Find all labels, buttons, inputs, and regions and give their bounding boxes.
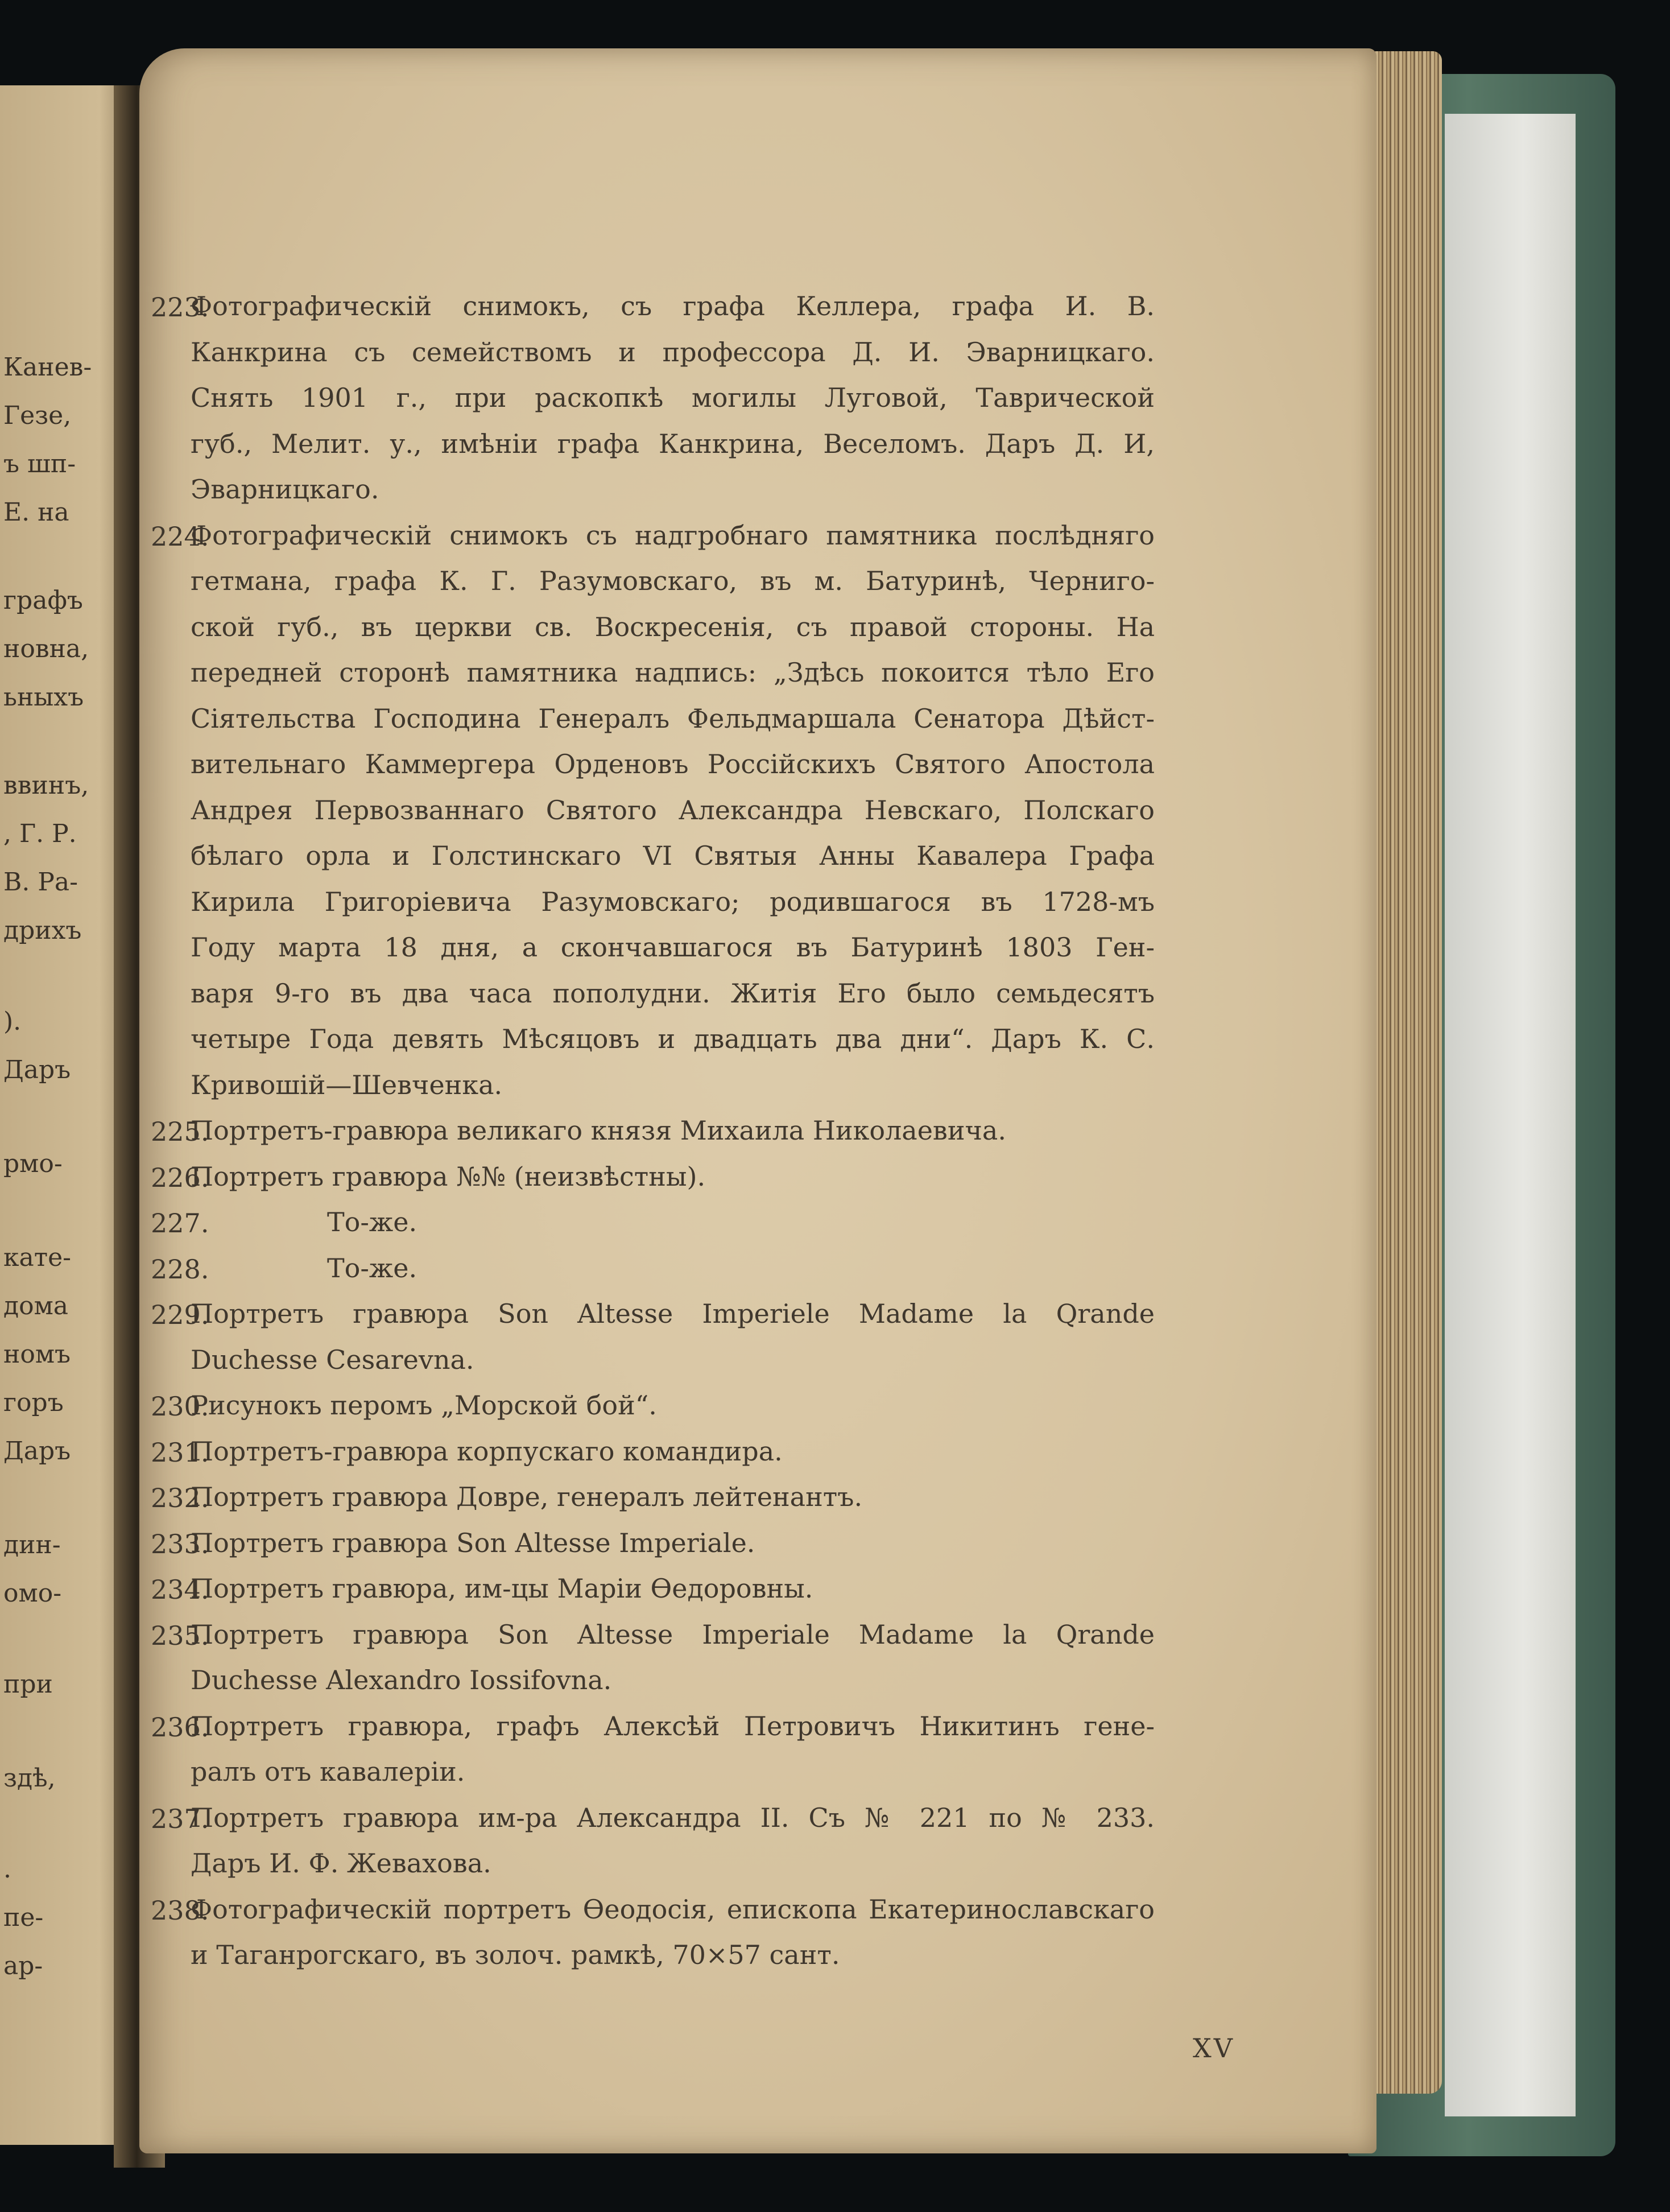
entry-line: Duchesse Cesarevna. xyxy=(191,1344,474,1375)
entry-number: 236 . xyxy=(151,1712,196,1743)
entry-number: 223 . xyxy=(151,292,196,323)
left-page-fragment: Е. на xyxy=(3,498,69,527)
entry-line: То-же. xyxy=(327,1252,418,1284)
entry-line: Снять 1901 г., при раскопкѣ могилы Луговой, Таврической xyxy=(191,382,1155,413)
entry-line: Кривошій—Шевченка. xyxy=(191,1069,503,1100)
left-page-fragment: ). xyxy=(3,1007,22,1036)
left-page-fragment: при xyxy=(3,1670,53,1699)
left-page-fragment: В. Ра- xyxy=(3,868,78,897)
entry-line: Портретъ гравюра Son Altesse Imperiale. xyxy=(191,1527,755,1558)
entry-line: ской губ., въ церкви св. Воскресенія, съ правой стороны. На xyxy=(191,611,1155,642)
left-page-fragment: графъ xyxy=(3,586,83,615)
entry-number: 224 . xyxy=(151,521,196,552)
entry-number: 226 . xyxy=(151,1162,196,1193)
entry-line: Андрея Первозваннаго Святого Александра Невскаго, Полскаго xyxy=(191,794,1155,826)
left-page-fragment: ъ шп- xyxy=(3,449,76,478)
entry-line: варя 9-го въ два часа пополудни. Житія Его было семьдесятъ xyxy=(191,977,1155,1009)
left-page-fragment: ар- xyxy=(3,1951,43,1980)
left-page-fragment: кате- xyxy=(3,1243,71,1272)
entry-line: Даръ И. Ф. Жевахова. xyxy=(191,1848,491,1879)
entry-number: 231 . xyxy=(151,1437,196,1468)
inserted-sheet xyxy=(1445,114,1576,2116)
left-page-fragment: Даръ xyxy=(3,1055,71,1084)
entry-line: Эварницкаго. xyxy=(191,474,379,505)
entry-line: Портретъ гравюра Довре, генералъ лейтенантъ. xyxy=(191,1481,863,1512)
entry-line: Канкрина съ семействомъ и профессора Д. И. Эварницкаго. xyxy=(191,336,1155,368)
entry-line: четыре Года девять Мѣсяцовъ и двадцать два дни“. Даръ К. С. xyxy=(191,1024,1155,1054)
left-page-fragment: дин- xyxy=(3,1530,61,1559)
entry-line: Портретъ гравюра Son Altesse Imperiale Madame la Qrande xyxy=(191,1619,1155,1650)
left-page-fragment: ввинъ, xyxy=(3,771,89,800)
entry-line: передней сторонѣ памятника надпись: „Здѣсь покоится тѣло Его xyxy=(191,657,1155,688)
entry-number: 234 . xyxy=(151,1574,196,1605)
entry-line: ралъ отъ кавалеріи. xyxy=(191,1756,465,1787)
entry-line: То-же. xyxy=(327,1207,418,1237)
entry-line: Duchesse Alexandro Iossifovna. xyxy=(191,1665,612,1695)
entry-line: Портретъ гравюра Son Altesse Imperiele Madame la Qrande xyxy=(191,1298,1155,1329)
left-page-fragment: здѣ, xyxy=(3,1764,56,1793)
entry-number: 230 . xyxy=(151,1391,196,1422)
left-page-fragment: дрихъ xyxy=(3,916,82,945)
left-page-fragment: рмо- xyxy=(3,1149,63,1178)
entry-line: Портретъ гравюра, графъ Алексѣй Петровичъ Никитинъ гене- xyxy=(191,1710,1155,1741)
left-page-fragment: . xyxy=(3,1855,11,1884)
entry-line: бѣлаго орла и Голстинскаго VI Святыя Анны Кавалера Графа xyxy=(191,840,1155,871)
entry-line: Портретъ-гравюра великаго князя Михаила Николаевича. xyxy=(191,1115,1006,1146)
left-page-fragment: новна, xyxy=(3,634,89,663)
entry-number: 237 . xyxy=(151,1804,196,1834)
entry-line: Сіятельства Господина Генералъ Фельдмаршала Сенатора Дѣйст- xyxy=(191,703,1155,734)
entry-line: Фотографическій портретъ Өеодосія, епископа Екатеринославскаго xyxy=(191,1893,1155,1925)
entry-line: Рисунокъ перомъ „Морской бой“. xyxy=(191,1390,657,1421)
entry-line: и Таганрогскаго, въ золоч. рамкѣ, 70×57 сант. xyxy=(191,1939,840,1970)
left-page-fragment: омо- xyxy=(3,1579,62,1608)
entry-number: 229 . xyxy=(151,1299,196,1330)
left-page-fragment: Даръ xyxy=(3,1437,71,1466)
entry-line: Портретъ гравюра им-ра Александра II. Съ № 221 по № 233. xyxy=(191,1802,1155,1833)
left-page-fragment: ьныхъ xyxy=(3,683,84,712)
entry-line: Портретъ-гравюра корпускаго командира. xyxy=(191,1435,783,1467)
entry-number: 225 . xyxy=(151,1116,196,1147)
left-page-fragment: , Г. Р. xyxy=(3,819,77,848)
right-page xyxy=(139,48,1376,2153)
left-page-fragment: номъ xyxy=(3,1340,71,1369)
left-page-fragment: пе- xyxy=(3,1903,44,1932)
left-page-fragment: дома xyxy=(3,1291,69,1320)
entry-line: вительнаго Каммергера Орденовъ Россійскихъ Святого Апостола xyxy=(191,749,1155,779)
entry-line: Фотографическій снимокъ, съ графа Келлера, графа И. В. xyxy=(191,291,1155,321)
left-page-fragment: горъ xyxy=(3,1388,64,1417)
left-page-fragment: Канев- xyxy=(3,353,92,382)
entry-number: 232 . xyxy=(151,1483,196,1513)
entry-line: губ., Мелит. у., имѣніи графа Канкрина, Веселомъ. Даръ Д. И, xyxy=(191,428,1155,459)
entry-line: Фотографическій снимокъ съ надгробнаго памятника послѣдняго xyxy=(191,519,1155,551)
entry-line: Году марта 18 дня, а скончавшагося въ Батуринѣ 1803 Ген- xyxy=(191,932,1155,963)
page-folio: XV xyxy=(1193,2033,1235,2064)
entry-line: Портретъ гравюра №№ (неизвѣстны). xyxy=(191,1161,706,1192)
entry-number: 228 . xyxy=(151,1254,196,1285)
left-page-fragment: Гезе, xyxy=(3,401,72,430)
entry-line: Кирила Григоріевича Разумовскаго; родившагося въ 1728-мъ xyxy=(191,886,1155,917)
entry-number: 227 . xyxy=(151,1208,196,1239)
left-page-text-fragments xyxy=(0,85,114,2133)
entry-number: 235 . xyxy=(151,1620,196,1651)
entry-number: 238 . xyxy=(151,1895,196,1926)
entry-line: Портретъ гравюра, им-цы Маріи Өедоровны. xyxy=(191,1573,813,1604)
entry-number: 233 . xyxy=(151,1529,196,1559)
entry-line: гетмана, графа К. Г. Разумовскаго, въ м. Батуринѣ, Черниго- xyxy=(191,566,1155,596)
